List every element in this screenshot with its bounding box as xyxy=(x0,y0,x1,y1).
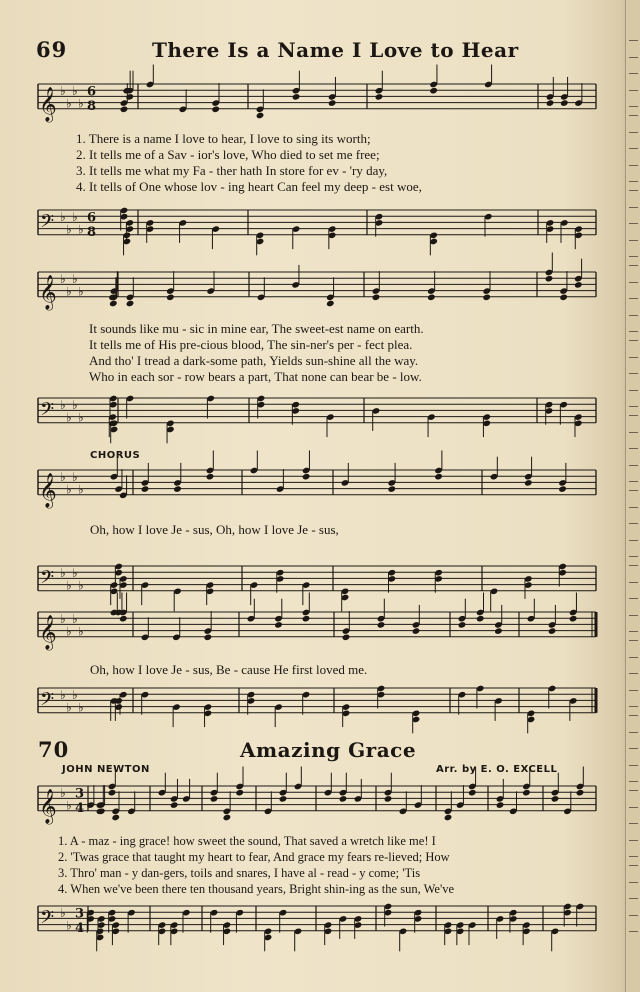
note-head xyxy=(412,627,421,635)
note-head xyxy=(429,87,438,95)
verse-1: 1. A - maz - ing grace! how sweet the sound, That saved a wretch like me! I xyxy=(58,834,436,848)
chorus-line-1: Oh, how I love Je - sus, Oh, how I love Je - sus, xyxy=(90,522,339,537)
bass-clef-icon: 𝄢 xyxy=(40,211,55,237)
note-head xyxy=(524,479,533,487)
verse-1-line-1: 1. There is a name I love to hear, I love to sing its worth; xyxy=(76,131,371,146)
flat-icon: ♭ xyxy=(60,688,66,703)
note-head xyxy=(372,294,381,302)
note-head xyxy=(126,300,135,308)
treble-clef-icon: 𝄞 xyxy=(39,788,57,824)
flat-icon: ♭ xyxy=(66,798,72,813)
note-head xyxy=(274,621,283,629)
note-head xyxy=(256,112,265,120)
note-head xyxy=(494,627,503,635)
verse-4-line-2: Who in each sor - row bears a part, That none can bear be - low. xyxy=(89,369,422,384)
note-head xyxy=(546,99,555,107)
verse-3: 3. Thro' man - y dan-gers, toils and snares, I have al - read - y come; 'Tis xyxy=(58,866,421,880)
time-signature-bottom: 4 xyxy=(75,800,85,816)
verse-4: 4. When we've been there ten thousand years, Bright shin-ing as the sun, We've xyxy=(58,882,454,896)
note-head xyxy=(384,795,393,803)
hymn-number: 69 xyxy=(36,37,68,62)
verse-2-line-1: 2. It tells me of a Sav - ior's love, Who died to set me free; xyxy=(76,147,380,162)
flat-icon: ♭ xyxy=(66,624,72,639)
flat-icon: ♭ xyxy=(60,612,66,627)
flat-icon: ♭ xyxy=(78,410,84,425)
note-head xyxy=(387,485,396,493)
flat-icon: ♭ xyxy=(72,612,78,627)
flat-icon: ♭ xyxy=(60,210,66,225)
note-head xyxy=(427,294,436,302)
flat-icon: ♭ xyxy=(72,210,78,225)
note-head xyxy=(326,300,335,308)
bass-clef-icon: 𝄢 xyxy=(40,907,55,933)
chorus-label: CHORUS xyxy=(90,450,141,461)
note-head xyxy=(576,789,585,797)
time-signature-top: 6 xyxy=(87,84,97,100)
treble-clef-icon: 𝄞 xyxy=(39,86,57,122)
time-signature-top: 3 xyxy=(75,786,85,802)
bass-clef-icon: 𝄢 xyxy=(40,689,55,715)
note-head xyxy=(170,801,179,809)
note-head xyxy=(342,634,351,642)
note-head xyxy=(548,627,557,635)
flat-icon: ♭ xyxy=(72,84,78,99)
flat-icon: ♭ xyxy=(60,398,66,413)
flat-icon: ♭ xyxy=(78,578,84,593)
note-head xyxy=(302,473,311,481)
note-head xyxy=(141,485,150,493)
treble-clef-icon: 𝄞 xyxy=(39,274,57,310)
flat-icon: ♭ xyxy=(72,272,78,287)
bass-clef-icon: 𝄢 xyxy=(40,399,55,425)
note-head xyxy=(235,789,244,797)
verse-3-line-1: 3. It tells me what my Fa - ther hath In store for ev - 'ry day, xyxy=(76,163,388,178)
note-head xyxy=(125,93,134,101)
note-head xyxy=(328,99,337,107)
flat-icon: ♭ xyxy=(78,222,84,237)
hymn-number: 70 xyxy=(38,737,70,762)
flat-icon: ♭ xyxy=(60,786,66,801)
note-head xyxy=(108,789,117,797)
flat-icon: ♭ xyxy=(66,410,72,425)
flat-icon: ♭ xyxy=(60,470,66,485)
flat-icon: ♭ xyxy=(60,566,66,581)
lyricist-credit: JOHN NEWTON xyxy=(62,764,150,775)
flat-icon: ♭ xyxy=(66,222,72,237)
note-head xyxy=(377,621,386,629)
time-signature-top: 3 xyxy=(75,906,85,922)
time-signature-bottom: 8 xyxy=(87,224,97,240)
note-head xyxy=(482,294,491,302)
note-head xyxy=(444,814,453,822)
note-head xyxy=(173,485,182,493)
note-head xyxy=(522,789,531,797)
verse-3-line-2: And tho' I tread a dark-some path, Yields sun-shine all the way. xyxy=(89,353,419,368)
note-head xyxy=(279,795,288,803)
flat-icon: ♭ xyxy=(66,918,72,933)
note-head xyxy=(551,795,560,803)
bass-clef-icon: 𝄢 xyxy=(40,567,55,593)
arranger-credit: Arr. by E. O. EXCELL xyxy=(436,764,558,775)
verse-4-line-1: 4. It tells of One whose lov - ing heart Can feel my deep - est woe, xyxy=(76,179,422,194)
chorus-line-2: Oh, how I love Je - sus, Be - cause He first loved me. xyxy=(90,662,368,677)
note-head xyxy=(574,281,583,289)
flat-icon: ♭ xyxy=(60,84,66,99)
hymn-title: Amazing Grace xyxy=(240,738,417,762)
flat-icon: ♭ xyxy=(78,624,84,639)
verse-2: 2. 'Twas grace that taught my heart to fear, And grace my fears re-lieved; How xyxy=(58,850,450,864)
time-signature-bottom: 8 xyxy=(87,98,97,114)
note-head xyxy=(119,615,128,623)
note-head xyxy=(458,621,467,629)
note-head xyxy=(496,801,505,809)
flat-icon: ♭ xyxy=(78,700,84,715)
note-head xyxy=(569,615,578,623)
note-head xyxy=(210,795,219,803)
flat-icon: ♭ xyxy=(78,96,84,111)
treble-clef-icon: 𝄞 xyxy=(39,614,57,650)
note-head xyxy=(204,634,213,642)
flat-icon: ♭ xyxy=(78,482,84,497)
flat-icon: ♭ xyxy=(60,272,66,287)
time-signature-bottom: 4 xyxy=(75,920,85,936)
note-head xyxy=(559,294,568,302)
flat-icon: ♭ xyxy=(78,284,84,299)
note-head xyxy=(292,93,301,101)
flat-icon: ♭ xyxy=(66,578,72,593)
flat-icon: ♭ xyxy=(72,566,78,581)
note-head xyxy=(434,473,443,481)
flat-icon: ♭ xyxy=(72,398,78,413)
note-head xyxy=(302,615,311,623)
flat-icon: ♭ xyxy=(66,96,72,111)
flat-icon: ♭ xyxy=(66,284,72,299)
note-head xyxy=(375,93,384,101)
flat-icon: ♭ xyxy=(72,688,78,703)
note-head xyxy=(109,300,118,308)
note-head xyxy=(166,294,175,302)
treble-clef-icon: 𝄞 xyxy=(39,472,57,508)
note-head xyxy=(468,789,477,797)
note-head xyxy=(211,106,220,114)
note-head xyxy=(111,814,120,822)
flat-icon: ♭ xyxy=(60,906,66,921)
note-head xyxy=(558,485,567,493)
note-head xyxy=(223,814,232,822)
note-head xyxy=(120,106,129,114)
verse-2-line-2: It tells me of His pre-cious blood, The sin-ner's per - fect plea. xyxy=(89,337,413,352)
time-signature-top: 6 xyxy=(87,210,97,226)
flat-icon: ♭ xyxy=(72,470,78,485)
note-head xyxy=(339,795,348,803)
verse-1-line-2: It sounds like mu - sic in mine ear, The sweet-est name on earth. xyxy=(89,321,424,336)
flat-icon: ♭ xyxy=(66,700,72,715)
note-head xyxy=(560,99,569,107)
note-head xyxy=(206,473,215,481)
note-head xyxy=(545,275,554,283)
flat-icon: ♭ xyxy=(66,482,72,497)
hymn-title: There Is a Name I Love to Hear xyxy=(152,38,519,62)
note-head xyxy=(476,615,485,623)
